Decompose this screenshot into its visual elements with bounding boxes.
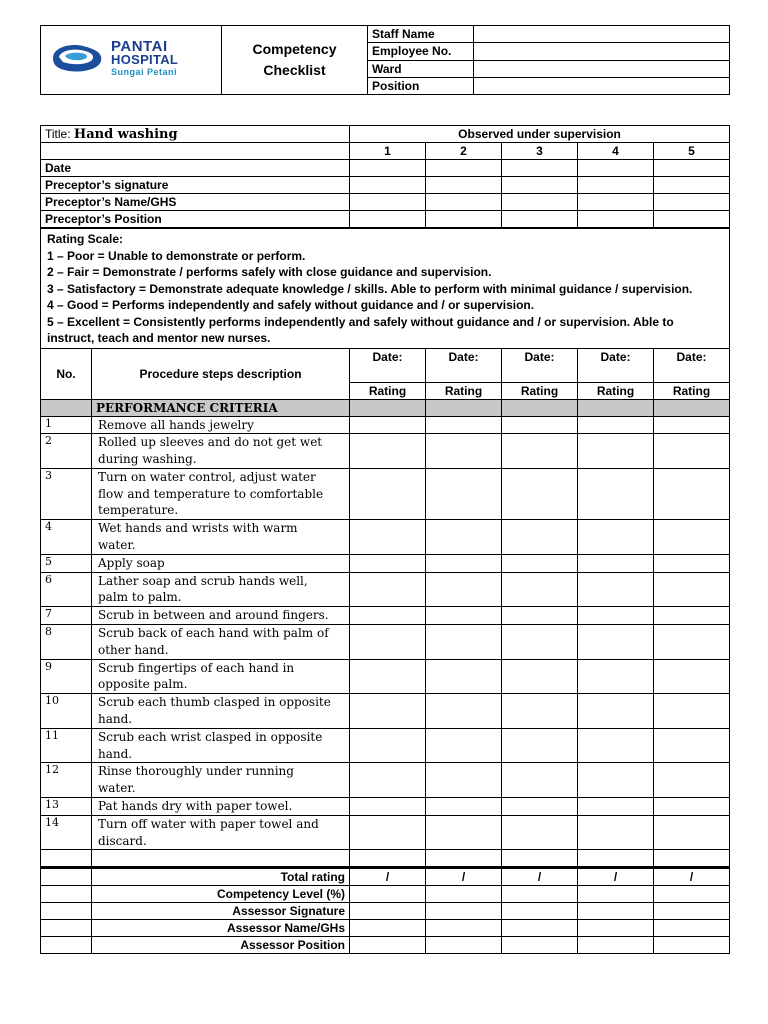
footer-cell-col5[interactable] (654, 886, 730, 903)
step-number: 13 (41, 798, 92, 816)
info-row (41, 160, 730, 177)
step-description-line: hand. (98, 746, 133, 761)
footer-row (41, 937, 730, 954)
footer-row (41, 886, 730, 903)
ward-label: Ward (368, 60, 474, 77)
step-number: 6 (41, 572, 92, 607)
step-description (92, 659, 350, 694)
footer-cell-col5[interactable] (654, 920, 730, 937)
footer-cell-col3[interactable] (502, 903, 578, 920)
footer-cell-col1[interactable] (350, 903, 426, 920)
step-rating-col1[interactable] (350, 625, 426, 660)
footer-row (41, 903, 730, 920)
step-description-line: water. (98, 781, 136, 796)
step-rating-col3[interactable] (502, 798, 578, 816)
staff-name-field[interactable] (474, 26, 730, 43)
step-rating-col1[interactable] (350, 763, 426, 798)
column-number-row (41, 143, 730, 160)
date-header: Date: (502, 348, 578, 382)
step-description-line: Scrub each wrist clasped in opposite (98, 729, 323, 744)
blank-cell (92, 850, 350, 868)
info-row-label: Preceptor’s signature (41, 177, 350, 194)
footer-label: Assessor Position (92, 937, 350, 954)
info-cell-col4[interactable] (578, 211, 654, 229)
step-rating-col3[interactable] (502, 468, 578, 519)
rating-header: Rating (350, 382, 426, 399)
total-blank (41, 868, 92, 886)
position-field[interactable] (474, 77, 730, 94)
step-rating-col5[interactable] (654, 572, 730, 607)
step-row (41, 607, 730, 625)
step-rating-col5[interactable] (654, 607, 730, 625)
rating-scale (41, 228, 730, 348)
step-rating-col5[interactable] (654, 694, 730, 729)
total-rating-cell[interactable]: / (502, 868, 578, 886)
section-cell (502, 399, 578, 416)
footer-cell-col4[interactable] (578, 886, 654, 903)
step-number: 8 (41, 625, 92, 660)
step-description (92, 694, 350, 729)
no-header: No. (41, 348, 92, 399)
footer-label: Assessor Signature (92, 903, 350, 920)
title-row (41, 126, 730, 143)
step-description-line: Lather soap and scrub hands well, (98, 573, 308, 588)
step-number: 14 (41, 815, 92, 850)
step-rating-col1[interactable] (350, 572, 426, 607)
hospital-logo (41, 26, 222, 95)
section-blank (41, 399, 92, 416)
step-description-line: Scrub back of each hand with palm of (98, 626, 329, 641)
step-description (92, 468, 350, 519)
step-description-line: Scrub in between and around fingers. (98, 608, 329, 623)
ward-field[interactable] (474, 60, 730, 77)
step-rating-col2[interactable] (426, 728, 502, 763)
step-description-line: Pat hands dry with paper towel. (98, 799, 293, 814)
footer-label: Competency Level (%) (92, 886, 350, 903)
step-rating-col2[interactable] (426, 625, 502, 660)
column-number: 3 (502, 143, 578, 160)
footer-blank (41, 886, 92, 903)
step-description (92, 815, 350, 850)
step-row (41, 659, 730, 694)
title-value: Hand washing (73, 126, 178, 142)
document-title (222, 26, 368, 95)
info-row-label: Preceptor’s Name/GHS (41, 194, 350, 211)
observed-header: Observed under supervision (350, 126, 730, 143)
step-description-line: palm to palm. (98, 590, 182, 605)
step-rating-col4[interactable] (578, 607, 654, 625)
info-cell-col3[interactable] (502, 211, 578, 229)
step-rating-col1[interactable] (350, 554, 426, 572)
step-rating-col4[interactable] (578, 815, 654, 850)
step-description (92, 416, 350, 434)
step-description-line: Scrub fingertips of each hand in (98, 660, 295, 675)
step-rating-col1[interactable] (350, 659, 426, 694)
step-rating-col4[interactable] (578, 520, 654, 555)
footer-cell-col2[interactable] (426, 937, 502, 954)
step-rating-col3[interactable] (502, 763, 578, 798)
checklist-table (40, 125, 730, 954)
step-number: 10 (41, 694, 92, 729)
rating-scale-line: 5 – Excellent = Consistently performs independently and safely without guidance and / or supervision. Able to (47, 314, 674, 329)
step-rating-col3[interactable] (502, 607, 578, 625)
step-description-line: Wet hands and wrists with warm (98, 521, 298, 536)
blank-cell (41, 143, 350, 160)
footer-blank (41, 903, 92, 920)
step-row (41, 815, 730, 850)
section-cell (426, 399, 502, 416)
step-rating-col3[interactable] (502, 815, 578, 850)
header-table (40, 25, 730, 95)
blank-rating-col4[interactable] (578, 850, 654, 868)
step-rating-col3[interactable] (502, 554, 578, 572)
step-rating-col2[interactable] (426, 798, 502, 816)
footer-cell-col3[interactable] (502, 937, 578, 954)
step-rating-col1[interactable] (350, 798, 426, 816)
rating-header: Rating (426, 382, 502, 399)
step-description (92, 607, 350, 625)
rating-scale-line: 1 – Poor = Unable to demonstrate or perform. (47, 248, 306, 263)
info-cell-col1[interactable] (350, 211, 426, 229)
info-cell-col4[interactable] (578, 194, 654, 211)
rating-scale-line: 2 – Fair = Demonstrate / performs safely with close guidance and supervision. (47, 265, 492, 279)
info-cell-col5[interactable] (654, 194, 730, 211)
logo-line1: PANTAI (111, 38, 168, 55)
footer-row (41, 920, 730, 937)
employee-no-field[interactable] (474, 43, 730, 60)
title-line1: Competency (252, 41, 337, 57)
step-rating-col1[interactable] (350, 607, 426, 625)
step-rating-col4[interactable] (578, 728, 654, 763)
info-cell-col3[interactable] (502, 160, 578, 177)
section-title: PERFORMANCE CRITERIA (92, 399, 350, 416)
footer-cell-col2[interactable] (426, 920, 502, 937)
footer-blank (41, 920, 92, 937)
step-description-line: water. (98, 538, 136, 553)
step-rating-col2[interactable] (426, 763, 502, 798)
section-row (41, 399, 730, 416)
step-description-line: Rinse thoroughly under running (98, 764, 294, 779)
step-row (41, 416, 730, 434)
step-rating-col2[interactable] (426, 554, 502, 572)
rating-scale-row (41, 228, 730, 348)
step-description (92, 520, 350, 555)
step-rating-col1[interactable] (350, 694, 426, 729)
footer-cell-col5[interactable] (654, 937, 730, 954)
step-rating-col2[interactable] (426, 659, 502, 694)
rating-header: Rating (654, 382, 730, 399)
rating-header: Rating (578, 382, 654, 399)
step-number: 9 (41, 659, 92, 694)
footer-cell-col1[interactable] (350, 937, 426, 954)
step-description (92, 728, 350, 763)
info-cell-col2[interactable] (426, 194, 502, 211)
date-header: Date: (654, 348, 730, 382)
step-rating-col5[interactable] (654, 468, 730, 519)
column-number: 1 (350, 143, 426, 160)
logo-line2: HOSPITAL (111, 52, 179, 67)
step-rating-col3[interactable] (502, 625, 578, 660)
info-cell-col1[interactable] (350, 194, 426, 211)
info-row-label: Preceptor’s Position (41, 211, 350, 229)
step-rating-col4[interactable] (578, 572, 654, 607)
info-cell-col2[interactable] (426, 177, 502, 194)
rating-header: Rating (502, 382, 578, 399)
info-cell-col1[interactable] (350, 160, 426, 177)
footer-cell-col1[interactable] (350, 886, 426, 903)
step-number: 3 (41, 468, 92, 519)
info-cell-col5[interactable] (654, 177, 730, 194)
total-rating-cell[interactable]: / (654, 868, 730, 886)
step-description-line: other hand. (98, 642, 169, 657)
date-header: Date: (426, 348, 502, 382)
section-cell (350, 399, 426, 416)
step-description (92, 434, 350, 469)
step-rating-col2[interactable] (426, 572, 502, 607)
total-rating-cell[interactable]: / (350, 868, 426, 886)
step-row (41, 434, 730, 469)
step-rating-col5[interactable] (654, 728, 730, 763)
step-description (92, 572, 350, 607)
step-rating-col5[interactable] (654, 434, 730, 469)
step-row (41, 554, 730, 572)
step-rating-col4[interactable] (578, 434, 654, 469)
step-rating-col2[interactable] (426, 694, 502, 729)
step-rating-col4[interactable] (578, 798, 654, 816)
step-rating-col2[interactable] (426, 468, 502, 519)
step-number: 4 (41, 520, 92, 555)
blank-rating-col1[interactable] (350, 850, 426, 868)
info-cell-col3[interactable] (502, 177, 578, 194)
step-number: 12 (41, 763, 92, 798)
footer-cell-col4[interactable] (578, 920, 654, 937)
employee-no-label: Employee No. (368, 43, 474, 60)
logo-mark-icon (49, 41, 105, 75)
column-number: 5 (654, 143, 730, 160)
step-description (92, 798, 350, 816)
footer-label: Assessor Name/GHs (92, 920, 350, 937)
step-rating-col3[interactable] (502, 694, 578, 729)
step-rating-col3[interactable] (502, 520, 578, 555)
blank-cell (41, 850, 92, 868)
footer-cell-col4[interactable] (578, 937, 654, 954)
step-number: 5 (41, 554, 92, 572)
step-rating-col1[interactable] (350, 434, 426, 469)
rating-scale-line: 3 – Satisfactory = Demonstrate adequate knowledge / skills. Able to perform with minimal guidance / supervision. (47, 281, 693, 296)
step-rating-col4[interactable] (578, 763, 654, 798)
footer-cell-col5[interactable] (654, 903, 730, 920)
step-rating-col1[interactable] (350, 728, 426, 763)
footer-cell-col2[interactable] (426, 903, 502, 920)
step-rating-col5[interactable] (654, 815, 730, 850)
blank-rating-col5[interactable] (654, 850, 730, 868)
info-row (41, 177, 730, 194)
total-rating-cell[interactable]: / (426, 868, 502, 886)
info-cell-col2[interactable] (426, 160, 502, 177)
date-header: Date: (350, 348, 426, 382)
title-label: Title: (45, 126, 71, 141)
column-number: 2 (426, 143, 502, 160)
step-description-line: Turn off water with paper towel and (98, 816, 319, 831)
info-cell-col5[interactable] (654, 160, 730, 177)
procedure-header-row (41, 348, 730, 382)
total-rating-label: Total rating (92, 868, 350, 886)
step-description-line: flow and temperature to comfortable (98, 486, 324, 501)
step-rating-col1[interactable] (350, 815, 426, 850)
step-row (41, 520, 730, 555)
step-rating-col5[interactable] (654, 520, 730, 555)
step-row (41, 763, 730, 798)
step-description-line: discard. (98, 833, 147, 848)
step-rating-col3[interactable] (502, 728, 578, 763)
step-rating-col2[interactable] (426, 815, 502, 850)
blank-rating-col2[interactable] (426, 850, 502, 868)
footer-cell-col1[interactable] (350, 920, 426, 937)
position-label: Position (368, 77, 474, 94)
step-rating-col5[interactable] (654, 554, 730, 572)
info-cell-col2[interactable] (426, 211, 502, 229)
step-rating-col3[interactable] (502, 659, 578, 694)
step-rating-col4[interactable] (578, 694, 654, 729)
footer-cell-col2[interactable] (426, 886, 502, 903)
blank-row (41, 850, 730, 868)
step-rating-col5[interactable] (654, 659, 730, 694)
info-cell-col4[interactable] (578, 177, 654, 194)
form-title (41, 126, 350, 143)
step-description-line: Apply soap (98, 555, 165, 570)
step-description (92, 625, 350, 660)
step-rating-col2[interactable] (426, 416, 502, 434)
rating-scale-line: Rating Scale: (47, 232, 124, 246)
step-rating-col5[interactable] (654, 416, 730, 434)
step-rating-col4[interactable] (578, 416, 654, 434)
step-description-line: Turn on water control, adjust water (98, 469, 316, 484)
footer-cell-col3[interactable] (502, 920, 578, 937)
step-row (41, 625, 730, 660)
footer-blank (41, 937, 92, 954)
info-cell-col5[interactable] (654, 211, 730, 229)
step-rating-col4[interactable] (578, 468, 654, 519)
step-rating-col3[interactable] (502, 434, 578, 469)
step-rating-col1[interactable] (350, 468, 426, 519)
step-rating-col2[interactable] (426, 434, 502, 469)
date-header: Date: (578, 348, 654, 382)
step-number: 2 (41, 434, 92, 469)
footer-cell-col3[interactable] (502, 886, 578, 903)
step-rating-col3[interactable] (502, 416, 578, 434)
footer-cell-col4[interactable] (578, 903, 654, 920)
description-header: Procedure steps description (92, 348, 350, 399)
step-rating-col4[interactable] (578, 554, 654, 572)
blank-rating-col3[interactable] (502, 850, 578, 868)
step-row (41, 468, 730, 519)
info-row (41, 194, 730, 211)
step-description-line: opposite palm. (98, 677, 188, 692)
rating-scale-line: instruct, teach and mentor new nurses. (47, 331, 271, 345)
step-rating-col3[interactable] (502, 572, 578, 607)
step-row (41, 572, 730, 607)
staff-name-label: Staff Name (368, 26, 474, 43)
step-description-line: Remove all hands jewelry (98, 417, 254, 432)
logo-line3: Sungai Petani (111, 67, 178, 77)
step-description (92, 763, 350, 798)
step-number: 7 (41, 607, 92, 625)
step-description-line: Rolled up sleeves and do not get wet (98, 435, 323, 450)
step-row (41, 728, 730, 763)
step-rating-col5[interactable] (654, 798, 730, 816)
step-description-line: temperature. (98, 503, 179, 518)
step-description-line: Scrub each thumb clasped in opposite (98, 695, 331, 710)
info-row (41, 211, 730, 229)
section-cell (578, 399, 654, 416)
step-rating-col2[interactable] (426, 520, 502, 555)
step-number: 11 (41, 728, 92, 763)
section-cell (654, 399, 730, 416)
total-rating-cell[interactable]: / (578, 868, 654, 886)
info-cell-col3[interactable] (502, 194, 578, 211)
info-cell-col1[interactable] (350, 177, 426, 194)
step-description (92, 554, 350, 572)
total-rating-row (41, 868, 730, 886)
step-description-line: hand. (98, 712, 133, 727)
step-description-line: during washing. (98, 452, 197, 467)
step-rating-col1[interactable] (350, 416, 426, 434)
rating-scale-line: 4 – Good = Performs independently and safely without guidance and / or supervision. (47, 298, 535, 312)
step-row (41, 694, 730, 729)
step-rating-col4[interactable] (578, 625, 654, 660)
step-rating-col5[interactable] (654, 625, 730, 660)
info-cell-col4[interactable] (578, 160, 654, 177)
title-line2: Checklist (263, 62, 326, 78)
step-row (41, 798, 730, 816)
step-number: 1 (41, 416, 92, 434)
info-row-label: Date (41, 160, 350, 177)
step-rating-col5[interactable] (654, 763, 730, 798)
step-rating-col4[interactable] (578, 659, 654, 694)
step-rating-col1[interactable] (350, 520, 426, 555)
step-rating-col2[interactable] (426, 607, 502, 625)
column-number: 4 (578, 143, 654, 160)
